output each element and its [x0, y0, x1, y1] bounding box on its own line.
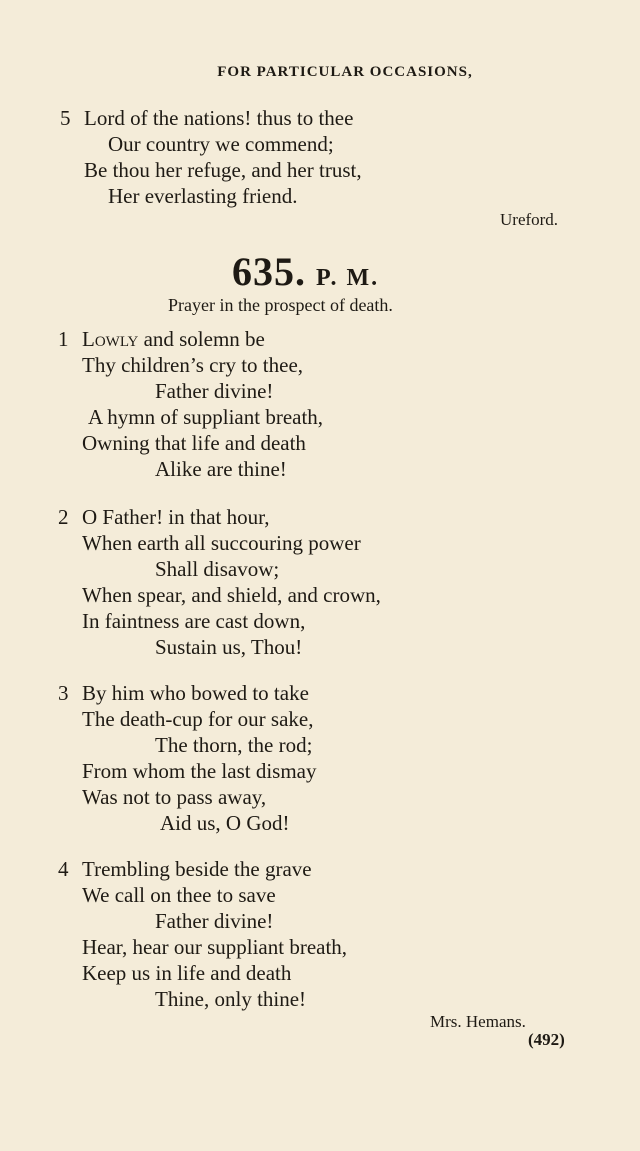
- stanza-number: 4: [58, 857, 69, 881]
- stanza-5-line-1: 5 Lord of the nations! thus to thee: [60, 106, 354, 130]
- stanza-3-line-1: 3 By him who bowed to take: [58, 681, 309, 705]
- stanza-3-line-3: The thorn, the rod;: [155, 733, 313, 757]
- stanza-4-line-6: Thine, only thine!: [155, 987, 307, 1011]
- stanza-4-line-4: Hear, hear our suppliant breath,: [82, 935, 348, 959]
- stanza-3-line-4: From whom the last dismay: [82, 759, 317, 783]
- stanza-5-line-4: Her everlasting friend.: [108, 184, 298, 208]
- page-number: (492): [528, 1030, 565, 1049]
- stanza-1-line-3: Father divine!: [155, 379, 274, 403]
- stanza-4-line-1: 4 Trembling beside the grave: [58, 857, 312, 881]
- stanza-number: 2: [58, 505, 69, 529]
- stanza-number: 1: [58, 327, 69, 351]
- stanza-4-line-2: We call on thee to save: [82, 883, 276, 907]
- stanza-3-line-5: Was not to pass away,: [82, 785, 267, 809]
- hymn-meter: P. M.: [316, 265, 380, 291]
- stanza-1-line-1: 1 Lowly and solemn be: [58, 327, 265, 351]
- stanza-1-line-4: A hymn of suppliant breath,: [88, 405, 324, 429]
- stanza-2-line-3: Shall disavow;: [155, 557, 280, 581]
- stanza-4-line-3: Father divine!: [155, 909, 274, 933]
- stanza-5-line-3: Be thou her refuge, and her trust,: [84, 158, 362, 182]
- stanza-2-line-1: 2 O Father! in that hour,: [58, 505, 270, 529]
- stanza-2-line-5: In faintness are cast down,: [82, 609, 306, 633]
- stanza-2-line-4: When spear, and shield, and crown,: [82, 583, 381, 607]
- stanza-5-line-2: Our country we commend;: [108, 132, 334, 156]
- hymn-heading: [232, 248, 379, 295]
- stanza-3-line-6: Aid us, O God!: [160, 811, 290, 835]
- stanza-1-line-5: Owning that life and death: [82, 431, 306, 455]
- first-word: Lowly: [82, 327, 139, 351]
- hymn-attribution: Mrs. Hemans.: [430, 1012, 526, 1031]
- previous-attribution: Ureford.: [500, 210, 559, 229]
- stanza-2-line-6: Sustain us, Thou!: [155, 635, 303, 659]
- stanza-4-line-5: Keep us in life and death: [82, 961, 292, 985]
- stanza-1-line-6: Alike are thine!: [155, 457, 287, 481]
- stanza-3-line-2: The death-cup for our sake,: [82, 707, 314, 731]
- stanza-1-line-2: Thy children’s cry to thee,: [82, 353, 304, 377]
- hymn-number: 635.: [232, 249, 306, 294]
- stanza-number: 5: [60, 106, 71, 130]
- hymn-subtitle: Prayer in the prospect of death.: [168, 295, 393, 315]
- stanza-2-line-2: When earth all succouring power: [82, 531, 361, 555]
- running-header: FOR PARTICULAR OCCASIONS,: [217, 64, 473, 80]
- stanza-number: 3: [58, 681, 69, 705]
